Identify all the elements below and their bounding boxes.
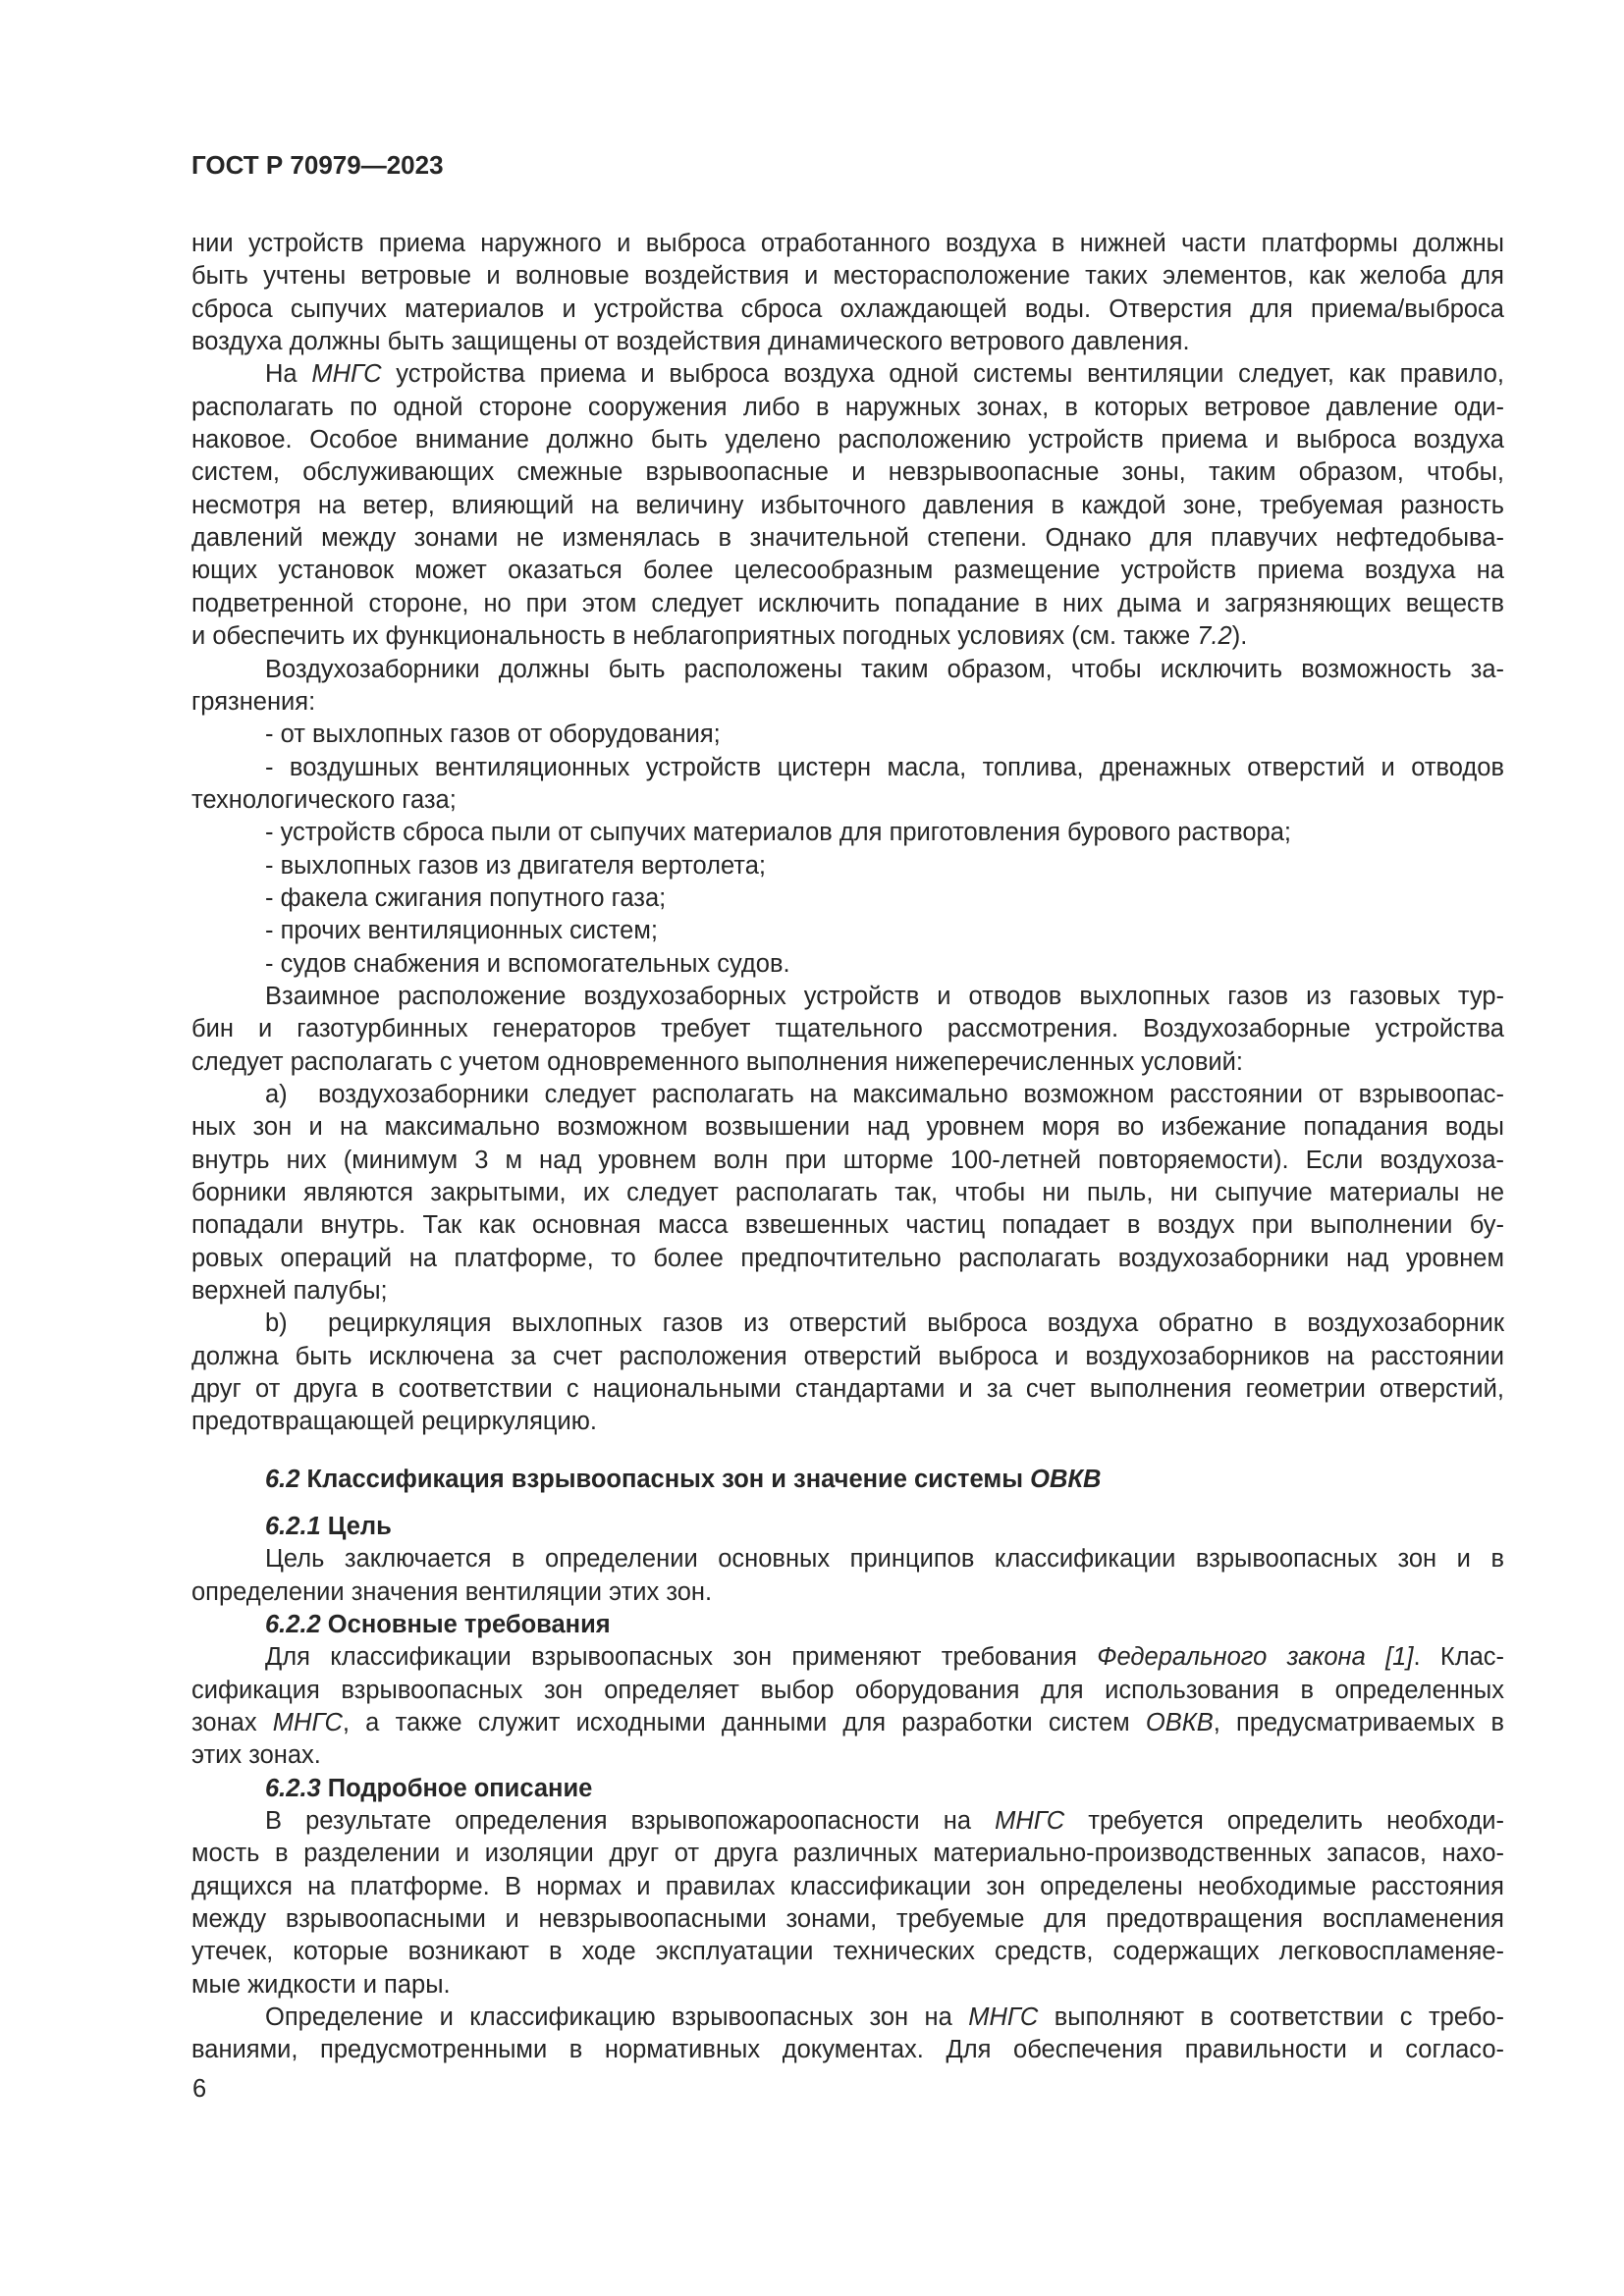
text-line [265, 980, 1504, 1013]
text-span: , предусматриваемых в [1213, 1709, 1504, 1736]
text-line [191, 423, 1504, 456]
text-span: нии устройств приема наружного и выброса отработанного воздуха в нижней части платформы должны [191, 230, 1504, 257]
emphasis-text: ОВКВ [1145, 1709, 1214, 1736]
text-span: воздуха должны быть защищены от воздействия динамического ветрового давления. [191, 328, 1190, 355]
text-line [265, 1542, 1504, 1575]
emphasis-text: 6.2.3 [265, 1775, 321, 1802]
text-span: должна быть исключена за счет расположения отверстий выброса и воздухозаборников на расстоянии [191, 1343, 1504, 1370]
text-span: ваниями, предусмотренными в нормативных документах. Для обеспечения правильности и согласо- [191, 2036, 1504, 2063]
text-line [191, 1935, 1504, 1968]
text-line [191, 1340, 1504, 1373]
emphasis-text: 6.2 [265, 1466, 300, 1493]
text-line [191, 1870, 1504, 1903]
text-span: устройства приема и выброса воздуха одной системы вентиляции следует, как правило, [381, 360, 1504, 388]
text-span: внутрь них (минимум 3 м над уровнем волн при шторме 100-летней повторяемости). Если воздухоза- [191, 1147, 1504, 1174]
text-span: - выхлопных газов из двигателя вертолета; [265, 852, 766, 880]
text-line [191, 1706, 1504, 1739]
text-span: Определение и классификацию взрывоопасных зон на [265, 2003, 969, 2031]
text-line [191, 1738, 1504, 1772]
text-span: сброса сыпучих материалов и устройства сброса охлаждающей воды. Отверстия для приема/выброса [191, 295, 1504, 323]
text-line [265, 751, 1504, 784]
text-line [191, 1405, 1504, 1438]
section-heading [265, 1463, 1504, 1496]
emphasis-text: ОВКВ [1030, 1466, 1102, 1493]
text-line [191, 391, 1504, 424]
text-line [265, 1640, 1504, 1674]
text-line [191, 489, 1504, 522]
text-line [265, 2001, 1504, 2034]
text-span: b) рециркуляция выхлопных газов из отверстий выброса воздуха обратно в воздухозаборник [265, 1309, 1504, 1337]
text-span: несмотря на ветер, влияющий на величину избыточного давления в каждой зоне, требуемая разность [191, 492, 1504, 519]
text-span: борники являются закрытыми, их следует располагать так, чтобы ни пыль, ни сыпучие материалы не [191, 1179, 1504, 1206]
text-line [191, 587, 1504, 620]
text-line [191, 1902, 1504, 1936]
emphasis-text: 6.2.2 [265, 1611, 321, 1638]
text-span: Цель [320, 1513, 392, 1540]
text-span: располагать по одной стороне сооружения либо в наружных зонах, в которых ветровое давление оди- [191, 394, 1504, 421]
text-span: Классификация взрывоопасных зон и значение системы [299, 1466, 1031, 1493]
text-span: следует располагать с учетом одновременного выполнения нижеперечисленных условий: [191, 1048, 1243, 1076]
text-line [191, 1242, 1504, 1275]
text-span: систем, обслуживающих смежные взрывоопасные и невзрывоопасные зоны, таким образом, чтобы, [191, 458, 1504, 486]
text-span: выполняют в соответствии с требо- [1038, 2003, 1505, 2031]
text-span: мость в разделении и изоляции друг от друга различных материально-производственных запасов, нахо- [191, 1840, 1504, 1867]
text-span: грязнения: [191, 688, 316, 716]
text-span: предотвращающей рециркуляцию. [191, 1408, 597, 1435]
text-line [191, 1674, 1504, 1707]
text-span: утечек, которые возникают в ходе эксплуатации технических средств, содержащих легковоспламеняе- [191, 1938, 1504, 1965]
emphasis-text: 7.2 [1197, 622, 1232, 650]
text-span: подветренной стороне, но при этом следует исключить попадание в них дыма и загрязняющих веществ [191, 590, 1504, 617]
text-span: - судов снабжения и вспомогательных судов. [265, 950, 790, 978]
text-span: наковое. Особое внимание должно быть уделено расположению устройств приема и выброса воздуха [191, 426, 1504, 454]
text-span: Взаимное расположение воздухозаборных устройств и отводов выхлопных газов из газовых тур- [265, 983, 1504, 1010]
text-line [191, 1968, 1504, 2002]
text-line [191, 227, 1504, 260]
text-line [265, 947, 1504, 981]
text-span: . Клас- [1413, 1643, 1505, 1671]
text-line [265, 1307, 1504, 1340]
text-span: давлений между зонами не изменялась в значительной степени. Однако для плавучих нефтедобыва- [191, 524, 1504, 552]
text-line [191, 1208, 1504, 1242]
text-span: Цель заключается в определении основных принципов классификации взрывоопасных зон и в [265, 1545, 1504, 1573]
text-span: , а также служит исходными данными для разработки систем [342, 1709, 1146, 1736]
text-line [191, 1837, 1504, 1870]
text-span: - от выхлопных газов от оборудования; [265, 721, 721, 748]
emphasis-text: МНГС [272, 1709, 343, 1736]
text-span: a) воздухозаборники следует располагать на максимально возможном расстоянии от взрывоопас- [265, 1081, 1504, 1108]
text-span: дящихся на платформе. В нормах и правилах классификации зон определены необходимые расстояния [191, 1873, 1504, 1900]
emphasis-text: Федерального закона [1] [1097, 1643, 1414, 1671]
text-span: Для классификации взрывоопасных зон применяют требования [265, 1643, 1098, 1671]
text-line [191, 1372, 1504, 1406]
text-line [191, 1012, 1504, 1045]
text-line [191, 293, 1504, 326]
text-span: ющих установок может оказаться более целесообразным размещение устройств приема воздуха на [191, 557, 1504, 584]
text-line [191, 455, 1504, 489]
text-line [265, 881, 1504, 915]
text-line [265, 653, 1504, 686]
text-line [191, 1110, 1504, 1144]
text-line [191, 259, 1504, 293]
emphasis-text: МНГС [311, 360, 382, 388]
text-span: требуется определить необходи- [1064, 1807, 1504, 1835]
text-line [191, 521, 1504, 555]
emphasis-text: 6.2.1 [265, 1513, 321, 1540]
text-line [191, 685, 1504, 719]
text-line [265, 849, 1504, 882]
text-line [191, 325, 1504, 358]
text-span: между взрывоопасными и невзрывоопасными зонами, требуемые для предотвращения воспламенения [191, 1905, 1504, 1933]
emphasis-text: МНГС [995, 1807, 1065, 1835]
text-span: сификация взрывоопасных зон определяет выбор оборудования для использования в определенных [191, 1677, 1504, 1704]
text-line [265, 914, 1504, 947]
document-header: ГОСТ Р 70979—2023 [191, 150, 444, 180]
emphasis-text: МНГС [968, 2003, 1039, 2031]
text-span: На [265, 360, 312, 388]
text-span: друг от друга в соответствии с национальными стандартами и за счет выполнения геометрии отверстий, [191, 1375, 1504, 1403]
text-span: верхней палубы; [191, 1277, 388, 1305]
text-span: Воздухозаборники должны быть расположены таким образом, чтобы исключить возможность за- [265, 656, 1504, 683]
text-line [265, 357, 1504, 391]
text-span: и обеспечить их функциональность в неблагоприятных погодных условиях (см. также [191, 622, 1198, 650]
text-line [191, 619, 1504, 653]
section-heading [265, 1608, 1504, 1641]
text-line [191, 1045, 1504, 1079]
text-span: попадали внутрь. Так как основная масса взвешенных частиц попадает в воздух при выполнении бу- [191, 1211, 1504, 1239]
text-span: В результате определения взрывопожароопасности на [265, 1807, 996, 1835]
text-line [191, 1575, 1504, 1609]
text-span: ровых операций на платформе, то более предпочтительно располагать воздухозаборники над уровнем [191, 1245, 1504, 1272]
text-line [191, 783, 1504, 817]
text-line [191, 2033, 1504, 2066]
text-span: зонах [191, 1709, 273, 1736]
text-span: - устройств сброса пыли от сыпучих материалов для приготовления бурового раствора; [265, 819, 1291, 846]
text-span: бин и газотурбинных генераторов требует тщательного рассмотрения. Воздухозаборные устройства [191, 1015, 1504, 1042]
text-span: этих зонах. [191, 1741, 321, 1769]
text-span: определении значения вентиляции этих зон. [191, 1578, 713, 1606]
text-line [265, 1804, 1504, 1838]
text-span: Основные требования [320, 1611, 611, 1638]
text-line [265, 816, 1504, 849]
text-span: ). [1231, 622, 1248, 650]
section-heading [265, 1510, 1504, 1543]
text-span: Подробное описание [320, 1775, 593, 1802]
text-span: быть учтены ветровые и волновые воздействия и месторасположение таких элементов, как желоба для [191, 262, 1504, 290]
text-span: - воздушных вентиляционных устройств цистерн масла, топлива, дренажных отверстий и отводов [265, 754, 1504, 781]
text-line [191, 1274, 1504, 1308]
page-number: 6 [192, 2075, 207, 2103]
text-span: - прочих вентиляционных систем; [265, 917, 658, 944]
text-line [265, 1078, 1504, 1111]
section-heading [265, 1772, 1504, 1805]
text-line [191, 554, 1504, 587]
text-span: технологического газа; [191, 786, 457, 814]
text-span: мые жидкости и пары. [191, 1971, 451, 1999]
text-line [265, 718, 1504, 751]
text-line [191, 1144, 1504, 1177]
text-span: - факела сжигания попутного газа; [265, 884, 667, 912]
text-span: ных зон и на максимально возможном возвышении над уровнем моря во избежание попадания воды [191, 1113, 1504, 1141]
text-line [191, 1176, 1504, 1209]
